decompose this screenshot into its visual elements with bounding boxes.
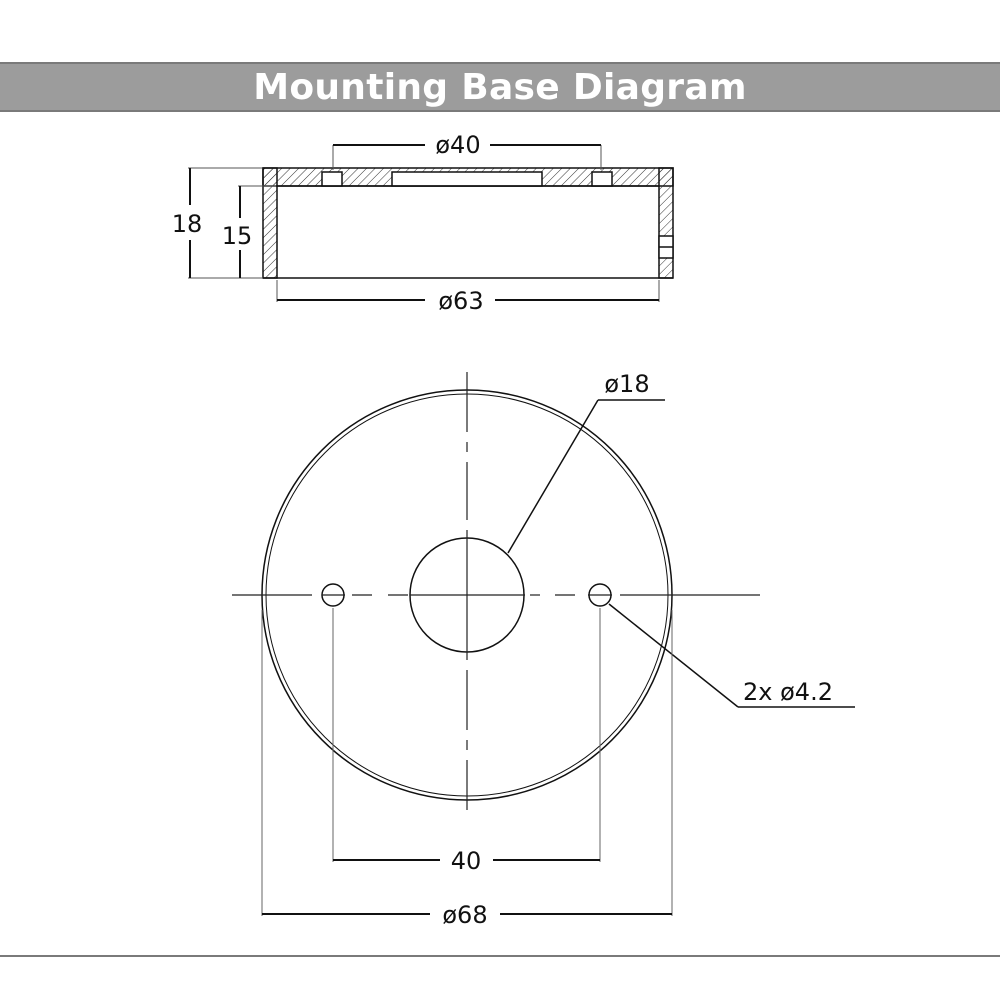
side-view [263, 168, 673, 278]
dim-outer-diameter: ø68 [442, 901, 488, 929]
dim-mounting-holes: 2x ø4.2 [743, 678, 833, 706]
left-wall [263, 168, 277, 278]
left-hole-slot [322, 172, 342, 186]
top-view [232, 372, 855, 916]
right-hole-slot [592, 172, 612, 186]
dim-overall-height: 18 [171, 210, 203, 238]
right-wall [659, 168, 673, 278]
page-title: Mounting Base Diagram [253, 66, 747, 108]
dim-top-diameter: ø40 [435, 131, 481, 159]
dim-inner-height: 15 [221, 222, 253, 250]
center-lines [232, 372, 760, 810]
dim-hole-spacing: 40 [450, 847, 482, 875]
dim-bottom-diameter: ø63 [438, 287, 484, 315]
center-recess [392, 172, 542, 186]
dim-center-hole: ø18 [604, 370, 650, 398]
